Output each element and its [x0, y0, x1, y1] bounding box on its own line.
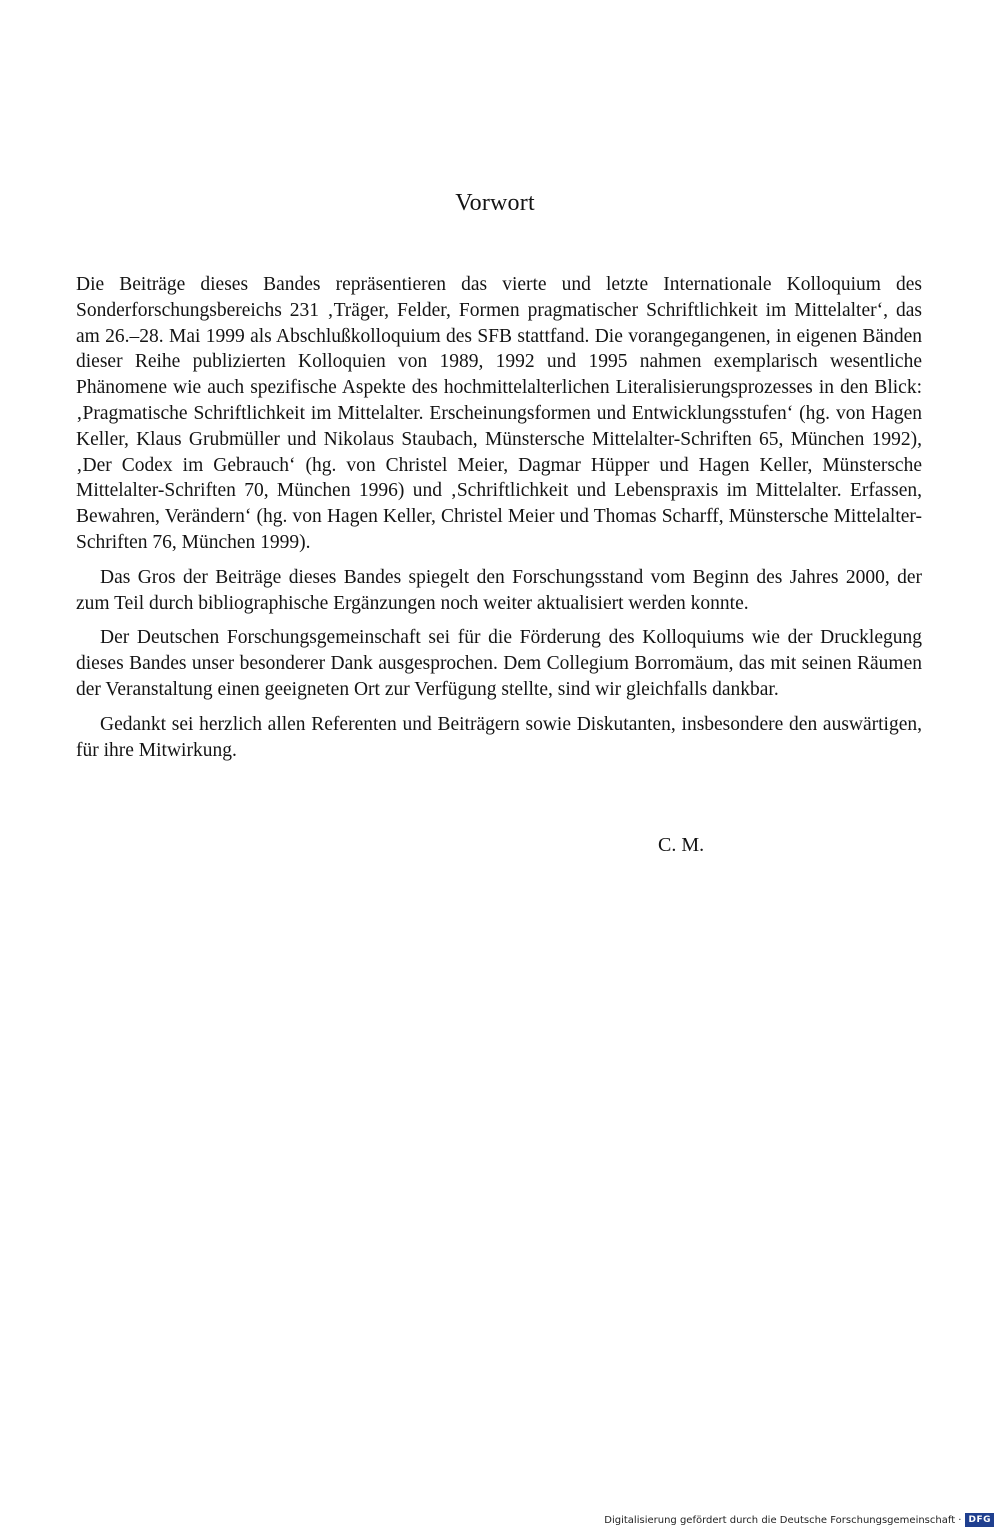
paragraph-3: Der Deutschen Forschungsgemeinschaft sei für die Förderung des Kolloquiums wie der Drucklegung dieses Bandes unser besonderer Dank ausgesprochen. Dem Collegium Borromäum, das mit seinen Räumen der Veranstaltung einen geeigneten Ort zur Verfügung stellte, sind wir gleichfalls dankbar.	[76, 627, 922, 700]
paragraph-1: Die Beiträge dieses Bandes repräsentieren das vierte und letzte Internationale Kolloquium des Sonderforschungsbereichs 231 ‚Träger, Felder, Formen pragmatischer Schriftlichkeit im Mittelalter‘, das am 26.–28. Mai 1999 als Abschlußkolloquium des SFB stattfand. Die vorangegangenen, in eigenen Bänden dieser Reihe publizierten Kolloquien von 1989, 1992 und 1995 nahmen exemplarisch wesentliche Phänomene wie auch spezifische Aspekte des hochmittelalterlichen Literalisierungsprozesses in den Blick: ‚Pragmatische Schriftlichkeit im Mittelalter. Erscheinungsformen und Entwicklungsstufen‘ (hg. von Hagen Keller, Klaus Grubmüller und Nikolaus Staubach, Münstersche Mittelalter-Schriften 65, München 1992), ‚Der Codex im Gebrauch‘ (hg. von Christel Meier, Dagmar Hüpper und Hagen Keller, Münstersche Mittelalter-Schriften 70, München 1996) und ‚Schriftlichkeit und Lebenspraxis im Mittelalter. Erfassen, Bewahren, Verändern‘ (hg. von Hagen Keller, Christel Meier und Thomas Scharff, Münstersche Mittelalter-Schriften 76, München 1999).	[76, 274, 922, 553]
paragraph-4: Gedankt sei herzlich allen Referenten und Beiträgern sowie Diskutanten, insbesondere den auswärtigen, für ihre Mitwirkung.	[76, 713, 922, 761]
page-title: Vorwort	[455, 190, 535, 216]
body-text	[76, 272, 922, 772]
paragraph-2: Das Gros der Beiträge dieses Bandes spiegelt den Forschungsstand vom Beginn des Jahres 2000, der zum Teil durch bibliographische Ergänzungen noch weiter aktualisiert werden konnte.	[76, 566, 922, 614]
signature: C. M.	[658, 834, 705, 856]
digitization-footer	[604, 1510, 994, 1530]
footer-text: Digitalisierung gefördert durch die Deutsche Forschungsgemeinschaft ·	[604, 1514, 962, 1526]
dfg-logo-icon: DFG	[965, 1513, 994, 1527]
